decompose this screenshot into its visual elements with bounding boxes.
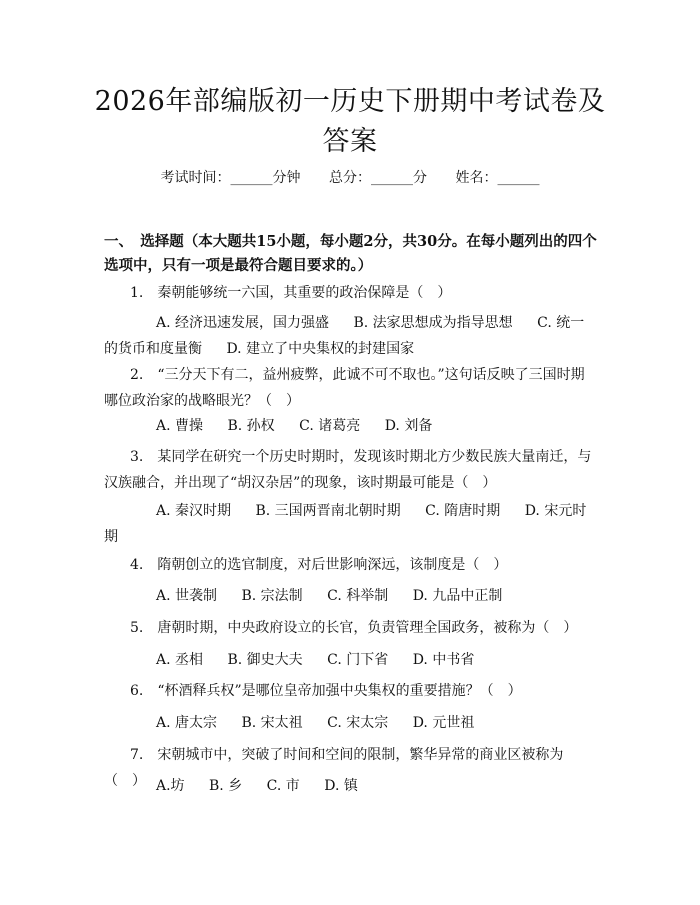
option-a: A.坊	[156, 778, 185, 794]
option-c: C. 门下省	[327, 652, 389, 668]
question-text: “杯酒释兵权”是哪位皇帝加强中央集权的重要措施？（ ）	[157, 683, 522, 699]
option-c: C. 宋太宗	[327, 715, 389, 731]
question-7-options	[104, 773, 596, 799]
question-text: 某同学在研究一个历史时期时，发现该时期北方少数民族大量南迁，与汉族融合，并出现了“胡汉杂居”的现象，该时期最可能是（ ）	[104, 449, 592, 491]
question-number: 4.	[130, 557, 144, 573]
question-text: 宋朝城市中，突破了时间和空间的限制，繁华异常的商业区被称为（ ）	[104, 747, 564, 789]
question-number: 6.	[130, 683, 144, 699]
option-a: A. 秦汉时期	[156, 503, 232, 519]
option-b: B. 宗法制	[241, 588, 303, 604]
question-5	[104, 615, 596, 641]
option-a: A. 曹操	[156, 418, 204, 434]
option-a: A. 丞相	[156, 652, 204, 668]
option-b: B. 三国两晋南北朝时期	[255, 503, 401, 519]
question-4	[104, 552, 596, 578]
exam-meta	[0, 168, 700, 188]
option-d: D. 宋元时期	[104, 503, 587, 545]
question-1	[104, 280, 596, 306]
question-2-options	[104, 413, 596, 439]
question-1-options	[104, 310, 596, 362]
option-b: B. 孙权	[227, 418, 275, 434]
option-c: C. 诸葛亮	[299, 418, 361, 434]
option-b: B. 宋太祖	[241, 715, 303, 731]
option-a: A. 唐太宗	[156, 715, 218, 731]
option-d: D. 镇	[324, 778, 358, 794]
option-d: D. 九品中正制	[412, 588, 503, 604]
total-score-field: 总分：______分	[329, 170, 427, 186]
exam-time-field: 考试时间：______分钟	[160, 170, 301, 186]
question-2	[104, 362, 596, 414]
question-number: 1.	[130, 285, 144, 301]
question-6	[104, 678, 596, 704]
option-c: C. 统一的货币和度量衡	[104, 315, 585, 357]
option-c: C. 市	[266, 778, 300, 794]
option-b: B. 御史大夫	[227, 652, 303, 668]
option-b: B. 法家思想成为指导思想	[353, 315, 513, 331]
question-text: 唐朝时期，中央政府设立的长官，负责管理全国政务，被称为（ ）	[157, 620, 578, 636]
question-number: 7.	[130, 747, 144, 763]
page-title: 2026年部编版初一历史下册期中考试卷及答案	[94, 86, 606, 157]
option-a: A. 经济迅速发展，国力强盛	[156, 315, 330, 331]
option-a: A. 世袭制	[156, 588, 218, 604]
option-d: D. 中书省	[412, 652, 475, 668]
student-name-field: 姓名：______	[455, 170, 540, 186]
question-text: “三分天下有二，益州疲弊，此诚不可不取也。”这句话反映了三国时期哪位政治家的战略眼光？（ ）	[104, 367, 585, 409]
question-number: 3.	[130, 449, 144, 465]
question-text: 隋朝创立的选官制度，对后世影响深远，该制度是（ ）	[157, 557, 508, 573]
option-c: C. 隋唐时期	[425, 503, 501, 519]
option-b: B. 乡	[209, 778, 243, 794]
option-d: D. 建立了中央集权的封建国家	[226, 341, 415, 357]
question-6-options	[104, 710, 596, 736]
question-number: 2.	[130, 367, 144, 383]
question-4-options	[104, 583, 596, 609]
section-heading: 一、 选择题（本大题共15小题，每小题2分，共30分。在每小题列出的四个选项中，只有一项是最符合题目要求的。）	[104, 233, 597, 274]
question-3	[104, 444, 596, 496]
option-c: C. 科举制	[327, 588, 389, 604]
question-text: 秦朝能够统一六国，其重要的政治保障是（ ）	[157, 285, 452, 301]
option-d: D. 元世祖	[412, 715, 475, 731]
option-d: D. 刘备	[384, 418, 433, 434]
question-number: 5.	[130, 620, 144, 636]
question-5-options	[104, 647, 596, 673]
question-3-options	[104, 498, 596, 550]
